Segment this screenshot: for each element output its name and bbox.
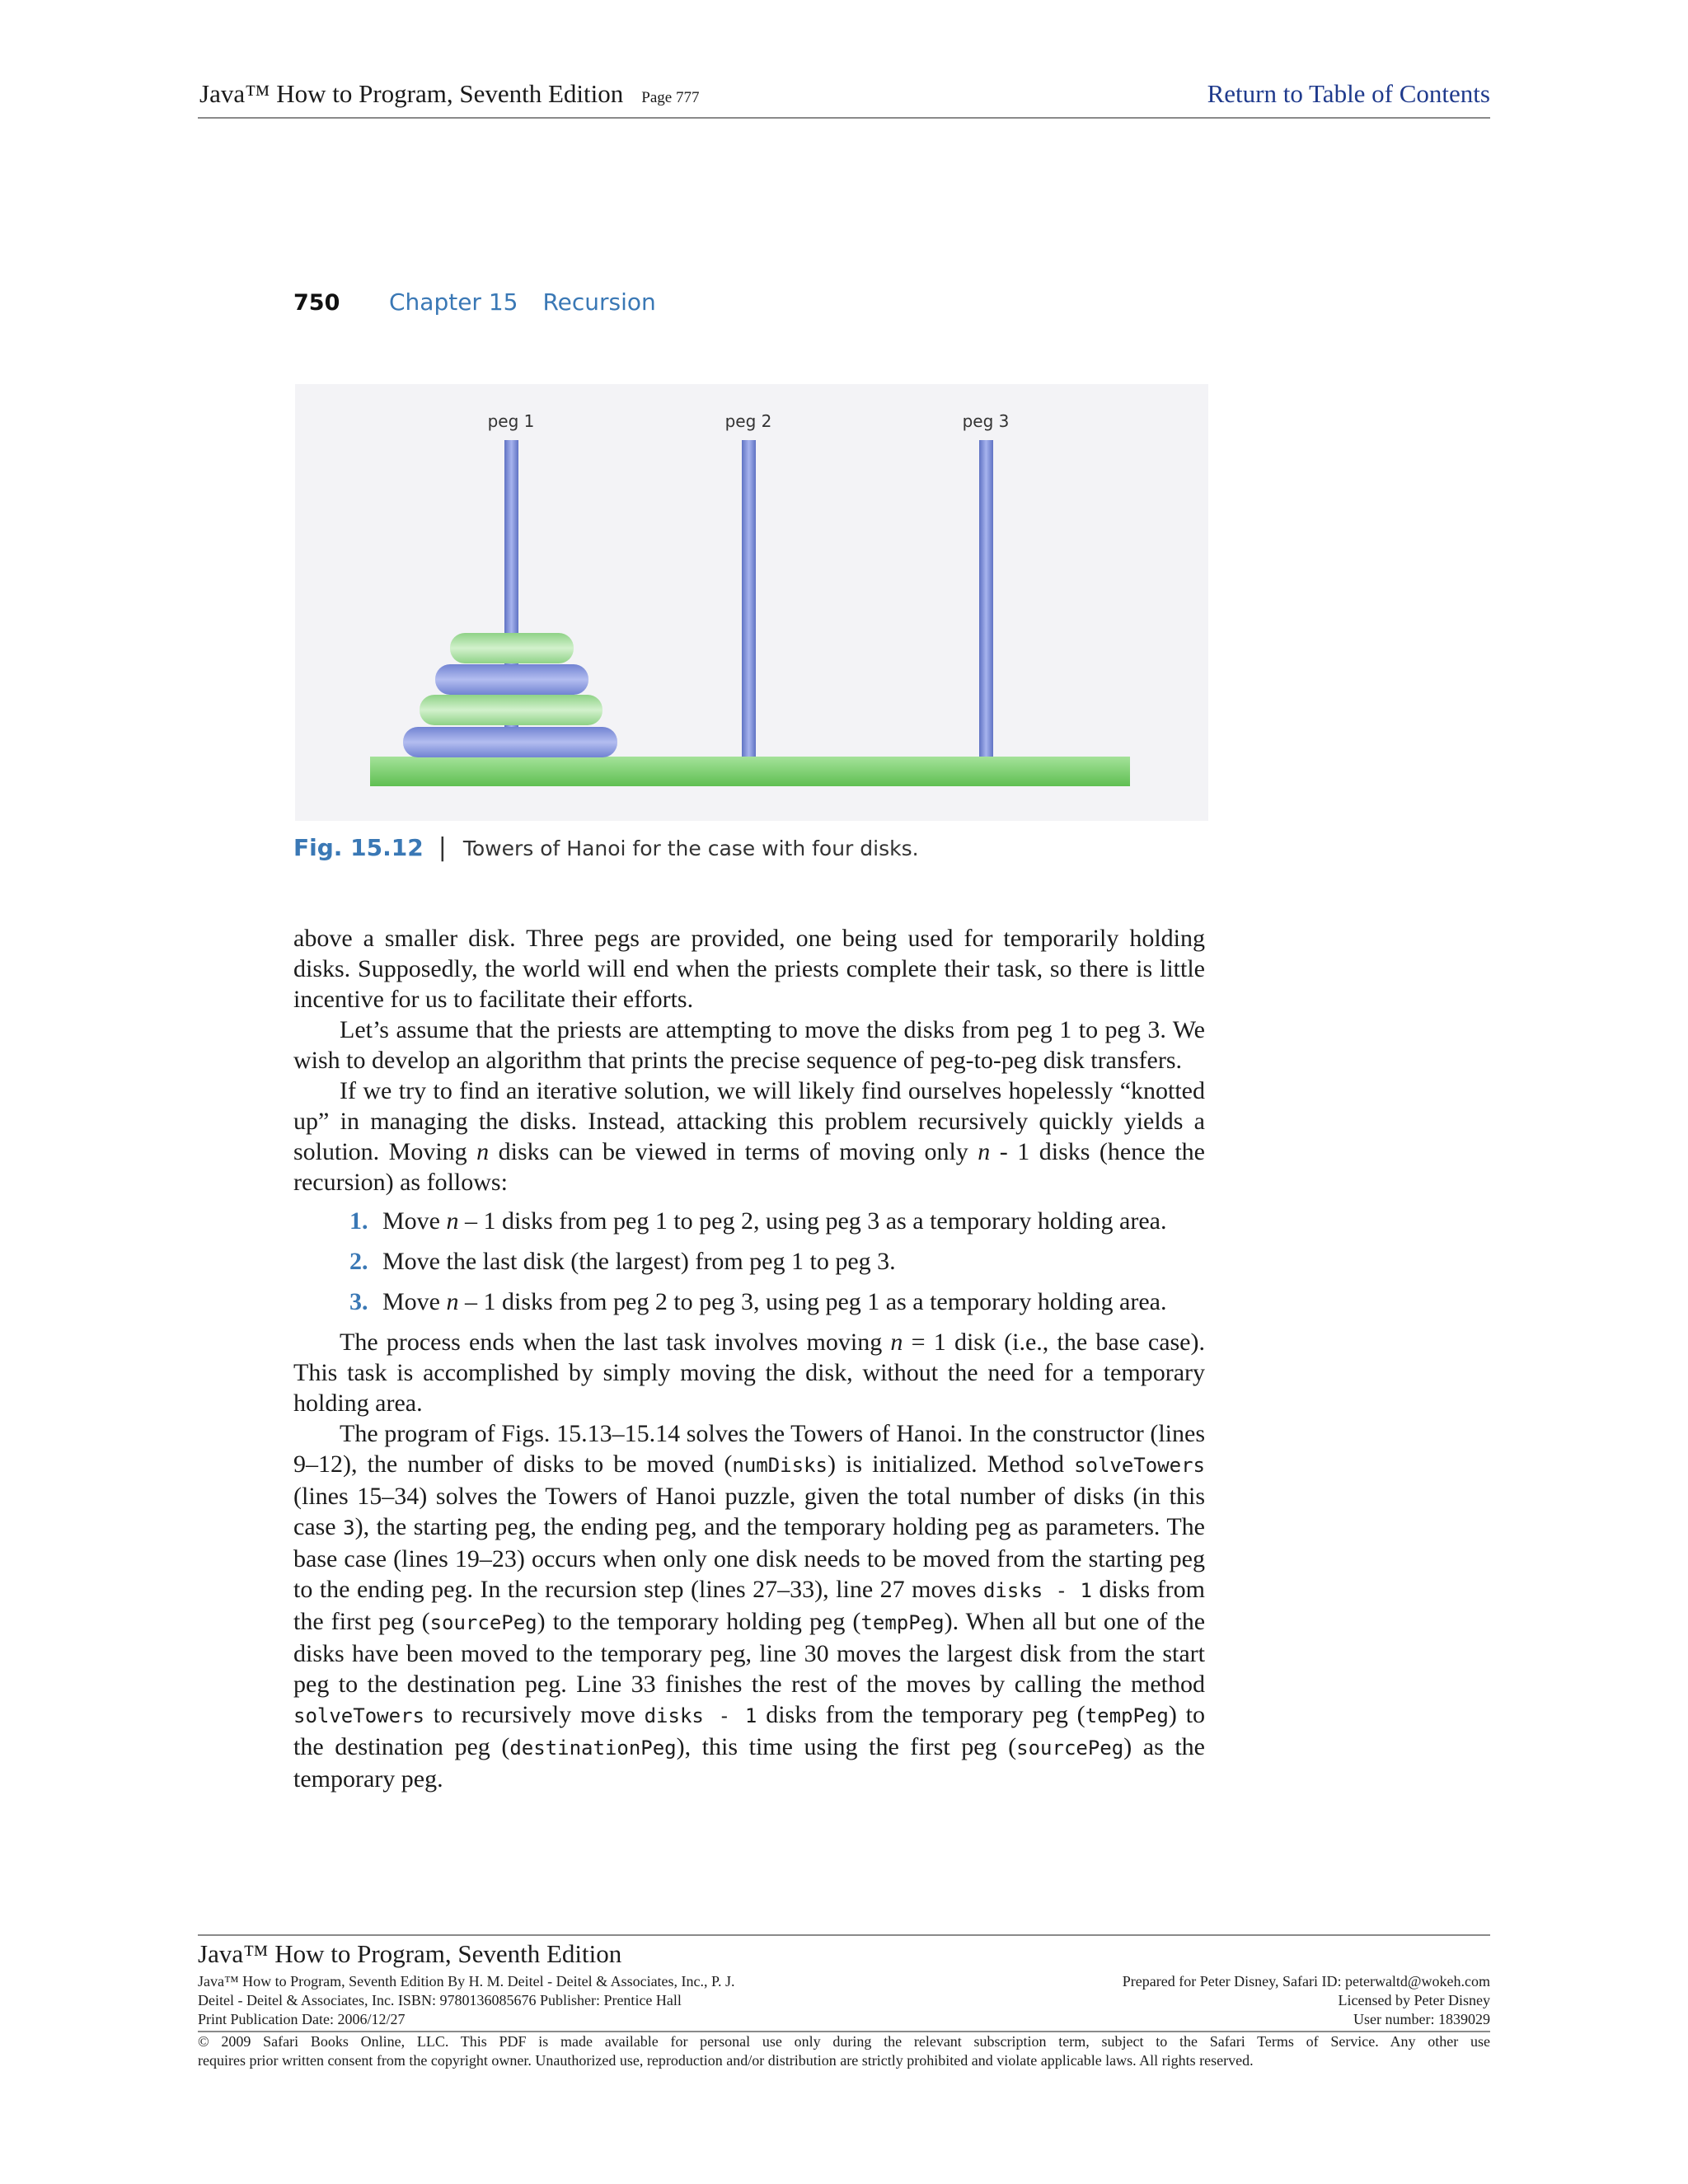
caption-text: Towers of Hanoi for the case with four disks. [462, 837, 919, 860]
page-footer [198, 1934, 1490, 2070]
disk-1-smallest [450, 633, 574, 663]
paragraph-1: above a smaller disk. Three pegs are provided, one being used for temporarily holding disks. Supposedly, the world will end when the priests complete their task, so there is little incentive for us to facilitate their efforts. [293, 925, 1205, 1013]
body-text [293, 923, 1205, 1794]
footer-publication-date: Print Publication Date: 2006/12/27 [198, 2011, 406, 2027]
footer-title: Java™ How to Program, Seventh Edition [198, 1939, 622, 1968]
book-title [199, 79, 699, 109]
page-reference: Page 777 [641, 89, 700, 106]
footer-copyright [198, 2031, 1490, 2070]
return-to-toc-link[interactable]: Return to Table of Contents [1207, 79, 1490, 108]
figure-caption [293, 833, 919, 862]
list-item: 2. Move the last disk (the largest) from peg 1 to peg 3. [349, 1248, 896, 1275]
figure-number: Fig. 15.12 [293, 834, 424, 861]
running-head [293, 288, 656, 316]
paragraph-2: Let’s assume that the priests are attempting to move the disks from peg 1 to peg 3. We wish to develop an algorithm that prints the precise sequence of peg-to-peg disk transfers. [293, 1016, 1205, 1074]
paragraph-4: The process ends when the last task involves moving n = 1 disk (i.e., the base case). This task is accomplished by simply moving the disk, without the need for a temporary holding area. [293, 1329, 1205, 1417]
book-title-text: Java™ How to Program, Seventh Edition [199, 79, 624, 108]
steps-list [293, 1206, 1205, 1317]
list-item: 1. Move n – 1 disks from peg 1 to peg 2, using peg 3 as a temporary holding area. [349, 1207, 1167, 1235]
peg-base [370, 757, 1130, 786]
peg-2 [742, 440, 756, 763]
chapter-label: Chapter 15 [389, 288, 518, 316]
footer-prepared-for: Prepared for Peter Disney, Safari ID: peterwaltd@wokeh.com [1122, 1973, 1490, 1990]
towers-of-hanoi-figure [295, 384, 1208, 821]
disk-2 [435, 664, 588, 695]
caption-separator: | [438, 833, 447, 862]
footer-row-1 [198, 1972, 1490, 1991]
disk-4-largest [403, 727, 617, 757]
copyright-line-1: © 2009 Safari Books Online, LLC. This PDF is made available for personal use only during the relevant subscription term, subject to the Safari Terms of Service. Any other use [198, 2033, 1490, 2050]
peg-3-label: peg 3 [962, 411, 1010, 431]
peg-2-label: peg 2 [724, 411, 772, 431]
disk-3 [420, 695, 603, 725]
footer-row-3 [198, 2010, 1490, 2029]
copyright-line-2: requires prior written consent from the copyright owner. Unauthorized use, reproduction and/or distribution are strictly prohibited and violate applicable laws. All rights reserved. [198, 2052, 1254, 2069]
top-header [198, 76, 1490, 119]
footer-licensed-by: Licensed by Peter Disney [1338, 1992, 1490, 2008]
page-number: 750 [293, 290, 340, 316]
peg-1-label: peg 1 [487, 411, 535, 431]
list-item: 3. Move n – 1 disks from peg 2 to peg 3, using peg 1 as a temporary holding area. [349, 1288, 1167, 1315]
footer-row-2 [198, 1991, 1490, 2010]
hanoi-diagram [295, 384, 1208, 821]
footer-isbn-publisher: Deitel - Deitel & Associates, Inc. ISBN: 9780136085676 Publisher: Prentice Hall [198, 1992, 682, 2008]
peg-3 [979, 440, 993, 763]
paragraph-3: If we try to find an iterative solution, we will likely find ourselves hopelessly “knotted up” in managing the disks. Instead, attacking this problem recursively quickly yields a solution. Moving n disks can be viewed in terms of moving only n - 1 disks (hence the recursion) as follows: [293, 1077, 1205, 1196]
section-label: Recursion [542, 288, 656, 316]
paragraph-5: The program of Figs. 15.13–15.14 solves the Towers of Hanoi. In the constructor (lines 9–12), the number of disks to be moved (numDisks) is initialized. Method solveTowers (lines 15–34) solves the Towers of Hanoi puzzle, given the total number of disks (in this case 3), the starting peg, the ending peg, and the temporary holding peg as parameters. The base case (lines 19–23) occurs when only one disk needs to be moved from the starting peg to the ending peg. In the recursion step (lines 27–33), line 27 moves disks - 1 disks from the first peg (sourcePeg) to the temporary holding peg (tempPeg). When all but one of the disks have been moved to the temporary peg, line 30 moves the largest disk from the start peg to the destination peg. Line 33 finishes the rest of the moves by calling the method solveTowers to recursively move disks - 1 disks from the temporary peg (tempPeg) to the destination peg (destinationPeg), this time using the first peg (sourcePeg) as the temporary peg. [293, 1420, 1206, 1793]
footer-user-number: User number: 1839029 [1353, 2011, 1490, 2027]
footer-book-authors: Java™ How to Program, Seventh Edition By H. M. Deitel - Deitel & Associates, Inc., P. J. [198, 1973, 735, 1990]
